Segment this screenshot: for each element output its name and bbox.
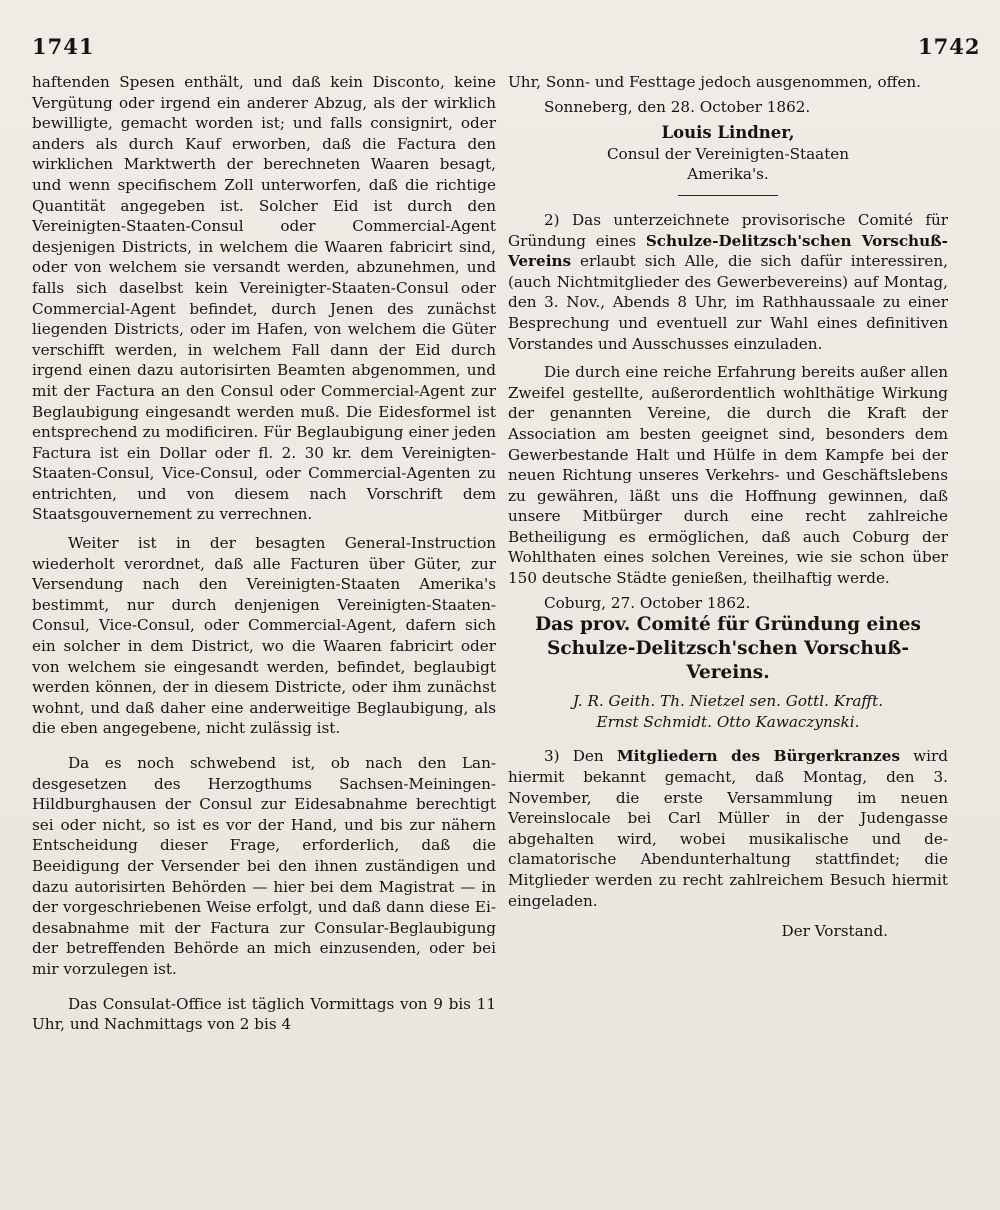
oath-paragraph: haftenden Spesen enthält, und daß kein Disconto, keine Vergütung oder irgend ein anderer Abzug, als der wirklich bewilligte, gemacht worden ist; und falls consignirt, oder anders als durch Kauf erworben, daß die Factura den wirklichen Marktwerth der berechneten Waaren besagt, und wenn specifischem Zoll unterworfen, daß die richtige Quantität angegeben ist. Solcher Eid ist durch den Vereinigten-Staaten-Consul oder Commercial-Agent desjenigen Districts, in welchem die Waaren fabricirt sind, oder von welchem sie versandt werden, abzunehmen, und falls sich daselbst kein Vereinigter-Staaten-Consul oder Commercial-Agent befindet, durch Jenen des zunächst liegenden Districts, oder im Hafen, von welchem die Güter verschifft werden, in welchem Fall dann der Eid durch irgend einen dazu autorisirten Beamten abgenommen, und mit der Factura an den Consul oder Commercial-Agent zur Beglaubigung eingesandt werden muß. Die Eidesformel ist entsprechend zu modificiren. Für Beglaubigung einer jeden Factura ist ein Dollar oder fl. 2. 30 kr. dem Vereinigten-Staaten-Consul, Vice-Consul, oder Commercial-Agenten zu entrichten, und von diesem nach Vorschrift dem Staatsgouvernement zu verrechnen. [32,73,496,524]
signer-name: Louis Lindner, [661,123,795,143]
office-hours-continued: Uhr, Sonn- und Festtage jedoch ausgenommen, offen. [508,73,921,91]
notice-2-association-name: Schulze-Delitzsch'schen Vorschuß-Vereins [508,231,948,271]
notice-3-intro: 3) Den [544,747,604,766]
notice-2-body: erlaubt sich Alle, die sich dafür interessiren, (auch Nichtmitglieder des Gewerbevereins) auf Montag, den 3. Nov., Abends 8 Uhr, im Rathhaussaale zu einer Besprechung und eventuell zur Wahl eines definitiven Vorstandes und Ausschusses einzuladen. [508,252,948,353]
section-divider [678,195,778,196]
office-hours-paragraph: Das Consulat-Office ist täglich Vormittags von 9 bis 11 Uhr, und Nachmittags von 2 bis 4 [32,994,496,1034]
committee-members-2: Ernst Schmidt. Otto Kawaczynski. [596,712,860,731]
notice-2-reasoning: Die durch eine reiche Erfahrung bereits außer allen Zweifel gestellte, außerordentlich wohlthätige Wirkung der genannten Vereine, die durch die Kraft der Association am besten geeignet sind, besonders dem Gewerbestande Halt und Hülfe in dem Kampfe bei der neuen Richtung unseres Verkehrs- und Geschäftslebens zu gewähren, läßt uns die Hoffnung gewinnen, daß unsere Mitbürger durch eine recht zahlreiche Betheiligung es ermöglichen, daß auch Coburg der Wohlthaten eines solchen Vereines, wie sie schon über 150 deutsche Städte genießen, theilhaftig werde. [508,363,948,588]
notice-3-body: wird hiermit bekannt gemacht, daß Montag, den 3. November, die erste Versammlung im neuen Vereinslocale bei Carl Müller in der Judengasse abgehalten wird, wobei musikalische und declamatorische Abendunterhaltung stattfindet; die Mitglieder werden zu recht zahlreichem Besuch hiermit eingeladen. [508,747,948,910]
board-signature: Der Vorstand. [781,922,888,941]
notice-3-club-name: Mitgliedern des Bürgerkranzes [616,747,901,766]
place-date-sonneberg: Sonneberg, den 28. October 1862. [544,97,811,116]
instruction-paragraph: Weiter ist in der besagten General-Instruction wiederholt verordnet, daß alle Facturen über Güter, zur Versendung nach den Vereinigten-Staaten Amerika's bestimmt, nur durch denjenigen Vereinigten-Staaten-Consul, Vice-Consul, oder Commercial-Agent, dafern sich ein solcher in dem District, wo die Waaren fabricirt oder von welchem sie eingesandt werden, befindet, beglaubigt werden können, der in diesem Districte, oder ihm zunächst wohnt, und daß daher eine anderweitige Beglaubigung, als die eben angegebene, nicht zulässig ist. [32,534,496,738]
pending-question-paragraph: Da es noch schwebend ist, ob nach den Landesgesetzen des Herzogthums Sachsen-Meiningen-Hildburghausen der Consul zur Eidesabnahme berechtigt sei oder nicht, so ist es vor der Hand, und bis zur nähern Entscheidung dieser Frage, erforderlich, daß die Beeidigung der Versender bei den ihnen zuständigen und dazu autorisirten Behörden — hier bei dem Magistrat — in der vorgeschriebenen Weise erfolgt, und daß dann diese Eidesabnahme mit der Factura zur Consular-Beglaubigung der betreffenden Behörde an mich einzusenden, oder bei mir vorzulegen ist. [32,754,496,978]
left-column [32,72,496,1035]
page-number-left: 1741 [32,34,95,59]
committee-heading: Das prov. Comité für Gründung eines Schulze-Delitzsch'schen Vorschuß-Vereins. [535,614,921,684]
committee-members: J. R. Geith. Th. Nietzel sen. Gottl. Krafft. [572,692,884,711]
signer-title-country: Amerika's. [687,165,769,184]
place-date-coburg: Coburg, 27. October 1862. [544,593,751,612]
right-column [508,72,948,942]
notice-3-paragraph [508,746,948,911]
signer-title: Consul der Vereinigten-Staaten [606,144,850,163]
notice-2-intro: 2) Das unterzeichnete provisorische Comité für Gründung eines [508,210,948,250]
notice-2-paragraph [508,210,948,354]
page-number-right: 1742 [918,34,981,59]
